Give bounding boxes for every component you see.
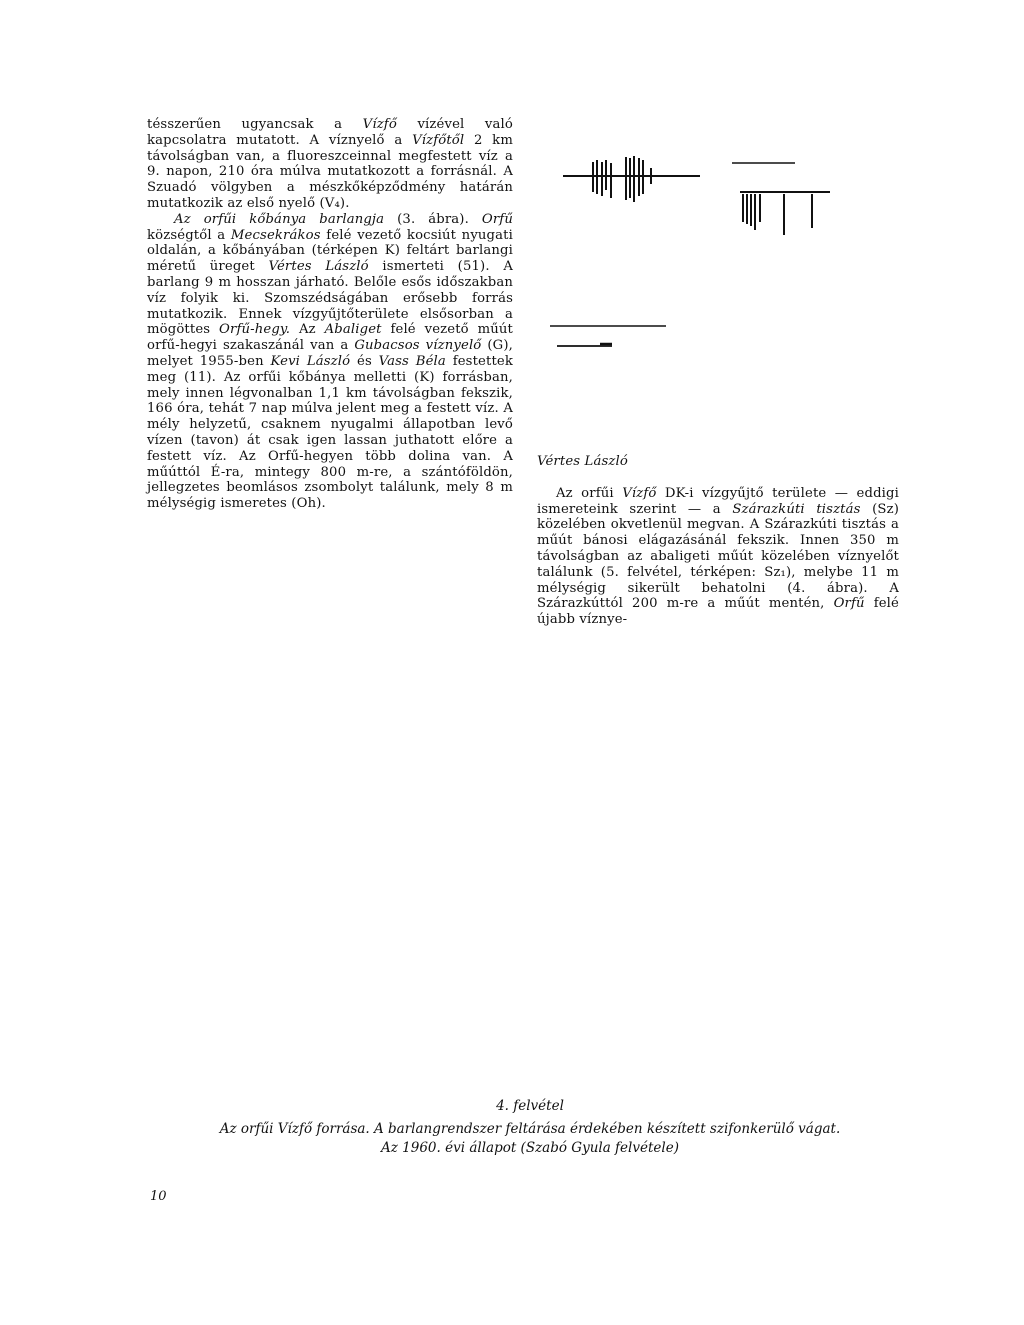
caption-label: 4. felvétel	[496, 1098, 564, 1114]
photo-caption	[150, 1097, 910, 1158]
figure-author: Vértes László	[537, 454, 628, 469]
section-heading: Az orfűi kőbánya barlangja	[174, 211, 385, 227]
paragraph-1: tésszerűen ugyancsak a Vízfő vízével való kapcsolatra mutatott. A víznyelő a Vízfőtől 2 km távolságban van, a fluoreszceinnal megfestett víz a 9. napon, 210 óra múlva mutatkozott a forrásnál. A Szuadó völgyben a mészkőképződmény határán mutatkozik az első nyelő (V₄).	[147, 117, 513, 211]
caption-credit: Az 1960. évi állapot (Szabó Gyula felvétele)	[381, 1140, 679, 1156]
right-column-text	[537, 454, 899, 628]
left-column-text	[147, 117, 513, 512]
paragraph-3: Az orfűi Vízfő DK-i vízgyűjtő területe — eddigi ismereteink szerint — a Szárazkúti tisztás (Sz) közelében okvetlenül megvan. A Szárazkúti tisztás a műút bánosi elágazásánál fekszik. Innen 350 m távolságban az abaligeti műút közelében víznyelőt találunk (5. felvétel, térképen: Sz₁), melybe 11 m mélységig sikerült behatolni (4. ábra). A Szárazkúttól 200 m-re a műút mentén, Orfű felé újabb víznye-	[537, 485, 899, 628]
paragraph-2: Az orfűi kőbánya barlangja (3. ábra). Orfű községtől a Mecsekrákos felé vezető kocsiút nyugati oldalán, a kőbányában (térképen K) feltárt barlangi méretű üreget Vértes László ismerteti (51). A barlang 9 m hosszan járható. Belőle esős időszakban víz folyik ki. Szomszédságában erősebb forrás mutatkozik. Ennek vízgyűjtőterülete elsősorban a mögöttes Orfű-hegy. Az Abaliget felé vezető műút orfű-hegyi szakaszánál van a Gubacsos víznyelő (G), melyet 1955-ben Kevi László és Vass Béla festettek meg (11). Az orfűi kőbánya melletti (K) forrásban, mely innen légvonalban 1,1 km távolságban fekszik, 166 óra, tehát 7 nap múlva jelent meg a festett víz. A mély helyzetű, csaknem nyugalmi állapotban levő vízen (tavon) át csak igen lassan juthatott előre a festett víz. Az Orfű-hegyen több dolina van. A műúttól É-ra, mintegy 800 m-re, a szántóföldön, jellegzetes beomlásos zsombolyt találunk, mely 8 m mélységig ismeretes (Oh).	[147, 211, 513, 512]
page-number: 10	[150, 1189, 167, 1204]
caption-title: Az orfűi Vízfő forrása. A barlangrendszer feltárása érdekében készített szifonkerülő vágat.	[219, 1121, 841, 1137]
